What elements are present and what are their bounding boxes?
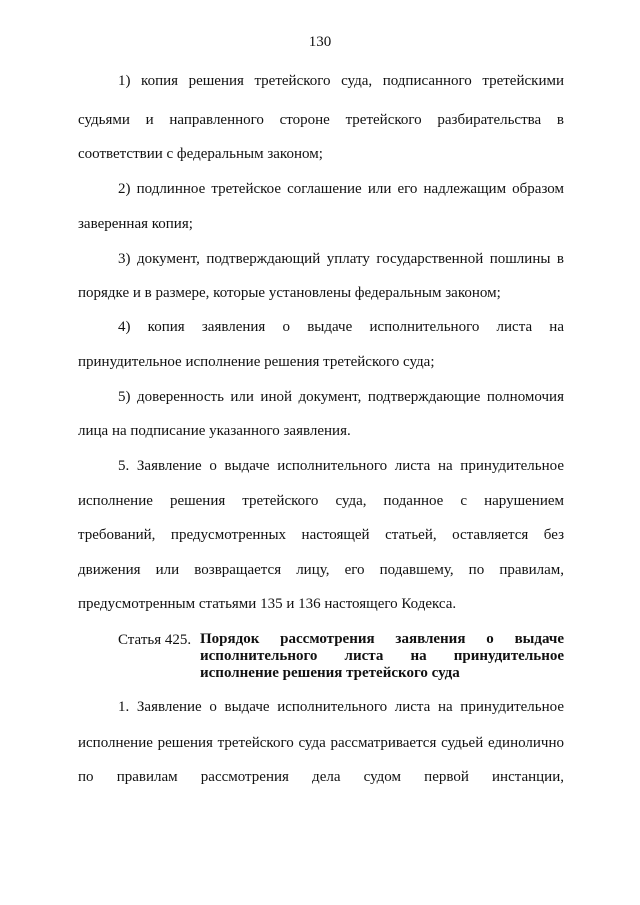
text-line: 2) подлинное третейское соглашение или его надлежащим образом — [118, 181, 564, 197]
text-line: предусмотренным статьями 135 и 136 настоящего Кодекса. — [78, 596, 457, 612]
text-line: 5) доверенность или иной документ, подтверждающие полномочия — [118, 389, 564, 405]
article-title-line: исполнительного листа на принудительное — [200, 648, 564, 664]
article-title-line: Порядок рассмотрения заявления о выдаче — [200, 631, 564, 647]
text-line: порядке и в размере, которые установлены федеральным законом; — [78, 285, 501, 301]
article-title-line: исполнение решения третейского суда — [200, 665, 460, 681]
text-line: заверенная копия; — [78, 216, 193, 232]
text-line: 1. Заявление о выдаче исполнительного листа на принудительное — [118, 699, 564, 715]
text-line: 1) копия решения третейского суда, подписанного третейскими — [118, 73, 564, 89]
text-line: принудительное исполнение решения третейского суда; — [78, 354, 435, 370]
text-line: требований, предусмотренных настоящей статьей, оставляется без — [78, 527, 564, 543]
text-line: движения или возвращается лицу, его подавшему, по правилам, — [78, 562, 564, 578]
text-line: по правилам рассмотрения дела судом первой инстанции, — [78, 769, 564, 785]
text-line: лица на подписание указанного заявления. — [78, 423, 351, 439]
page-number: 130 — [308, 34, 332, 50]
text-line: судьями и направленного стороне третейского разбирательства в — [78, 112, 564, 128]
text-line: 4) копия заявления о выдаче исполнительного листа на — [118, 319, 564, 335]
text-line: исполнение решения третейского суда, поданное с нарушением — [78, 493, 564, 509]
text-line: соответствии с федеральным законом; — [78, 146, 323, 162]
article-title — [200, 631, 564, 682]
text-line: 3) документ, подтверждающий уплату государственной пошлины в — [118, 251, 564, 267]
text-line: исполнение решения третейского суда рассматривается судьей единолично — [78, 735, 564, 751]
text-line: 5. Заявление о выдаче исполнительного листа на принудительное — [118, 458, 564, 474]
article-label: Статья 425. — [118, 632, 192, 648]
